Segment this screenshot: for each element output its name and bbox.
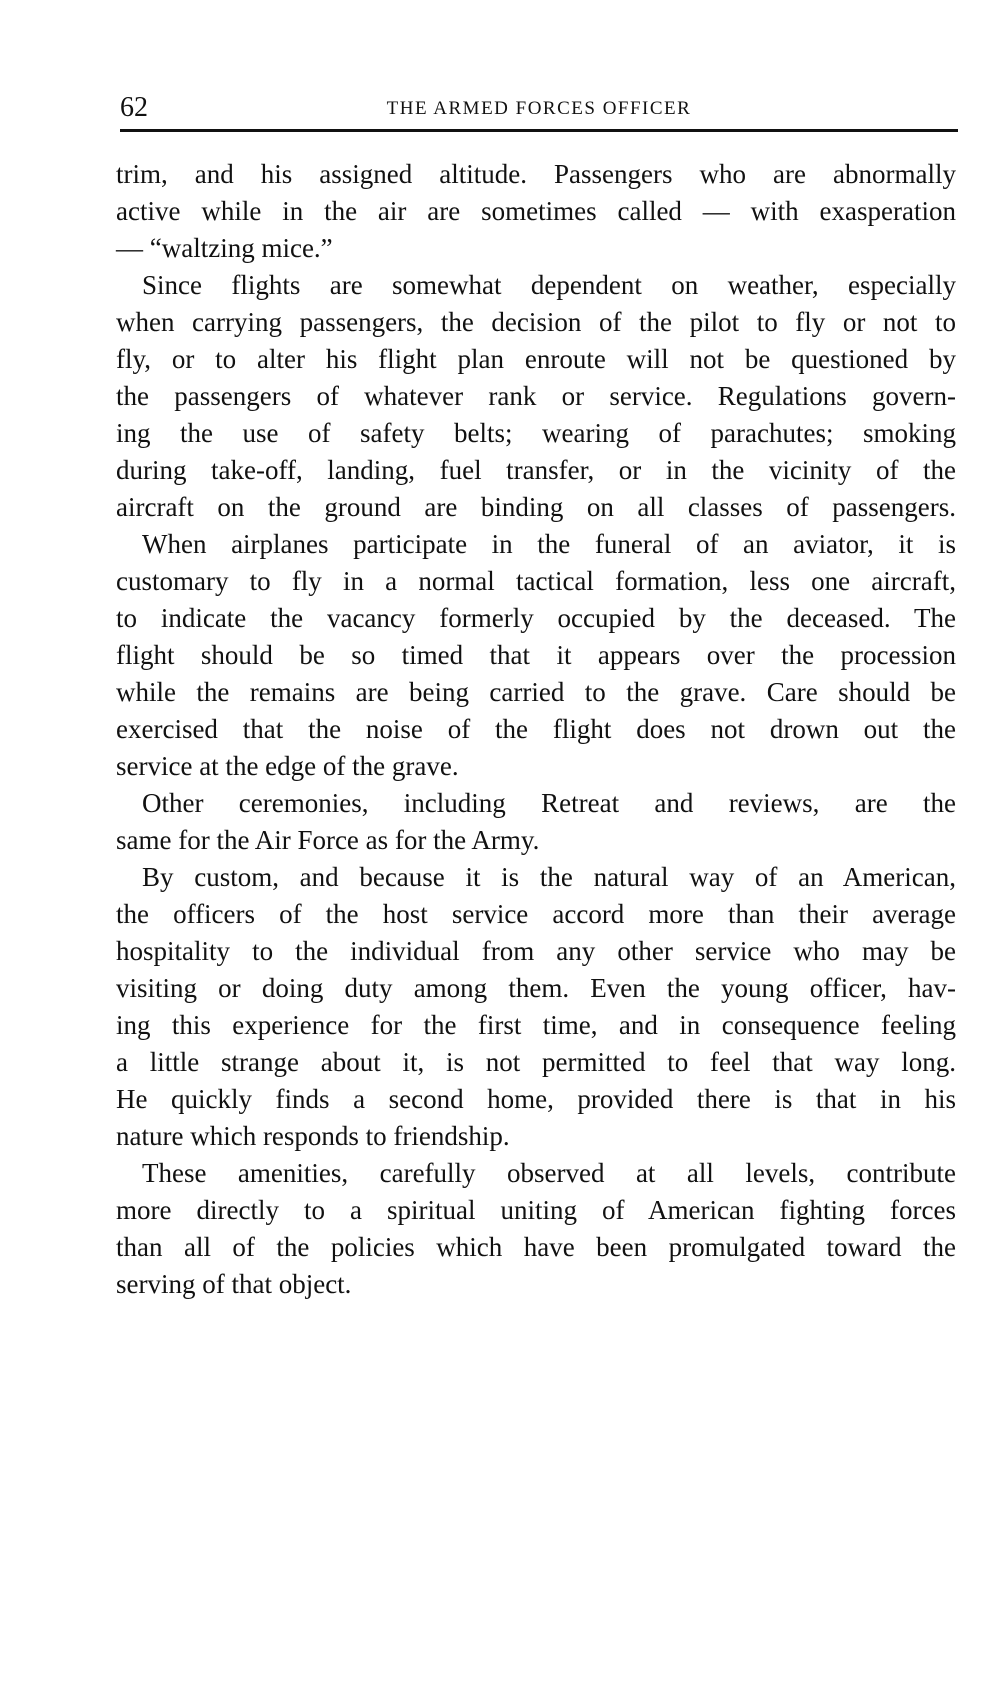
text-line: trim, and his assigned altitude. Passengers who are abnormally [116,159,956,189]
text-line: — “waltzing mice.” [116,233,333,263]
running-title: THE ARMED FORCES OFFICER [386,98,692,119]
text-line: ing the use of safety belts; wearing of parachutes; smoking [116,418,956,448]
text-line: than all of the policies which have been promulgated toward the [116,1232,956,1262]
text-line: visiting or doing duty among them. Even the young officer, hav- [116,973,956,1003]
text-line: a little strange about it, is not permitted to feel that way long. [116,1047,956,1077]
paragraph [116,156,956,267]
text-line: serving of that object. [116,1269,352,1299]
text-line: By custom, and because it is the natural way of an American, [142,862,956,892]
page-number: 62 [120,92,148,123]
text-line: customary to fly in a normal tactical formation, less one aircraft, [116,566,956,596]
paragraph [116,1155,956,1303]
text-line: nature which responds to friendship. [116,1121,510,1151]
text-line: aircraft on the ground are binding on all classes of passengers. [116,492,956,522]
text-line: to indicate the vacancy formerly occupied by the deceased. The [116,603,956,633]
paragraph [116,526,956,785]
text-line: Other ceremonies, including Retreat and reviews, are the [142,788,956,818]
text-line: the officers of the host service accord more than their average [116,899,956,929]
text-line: hospitality to the individual from any other service who may be [116,936,956,966]
text-line: flight should be so timed that it appears over the procession [116,640,956,670]
text-line: fly, or to alter his flight plan enroute will not be questioned by [116,344,956,374]
text-line: When airplanes participate in the funeral of an aviator, it is [142,529,956,559]
text-line: while the remains are being carried to the grave. Care should be [116,677,956,707]
text-line: same for the Air Force as for the Army. [116,825,540,855]
paragraph [116,267,956,526]
page-header [120,92,958,126]
paragraph [116,859,956,1155]
paragraph [116,785,956,859]
body-text [116,156,956,1303]
text-line: active while in the air are sometimes called — with exasperation [116,196,956,226]
text-line: the passengers of whatever rank or service. Regulations govern- [116,381,956,411]
text-line: during take-off, landing, fuel transfer, or in the vicinity of the [116,455,956,485]
text-line: These amenities, carefully observed at all levels, contribute [142,1158,956,1188]
header-rule [120,129,958,132]
text-line: more directly to a spiritual uniting of American fighting forces [116,1195,956,1225]
text-line: ing this experience for the first time, and in consequence feeling [116,1010,956,1040]
text-line: Since flights are somewhat dependent on weather, especially [142,270,956,300]
text-line: He quickly finds a second home, provided there is that in his [116,1084,956,1114]
text-line: service at the edge of the grave. [116,751,459,781]
text-line: when carrying passengers, the decision of the pilot to fly or not to [116,307,956,337]
text-line: exercised that the noise of the flight does not drown out the [116,714,956,744]
